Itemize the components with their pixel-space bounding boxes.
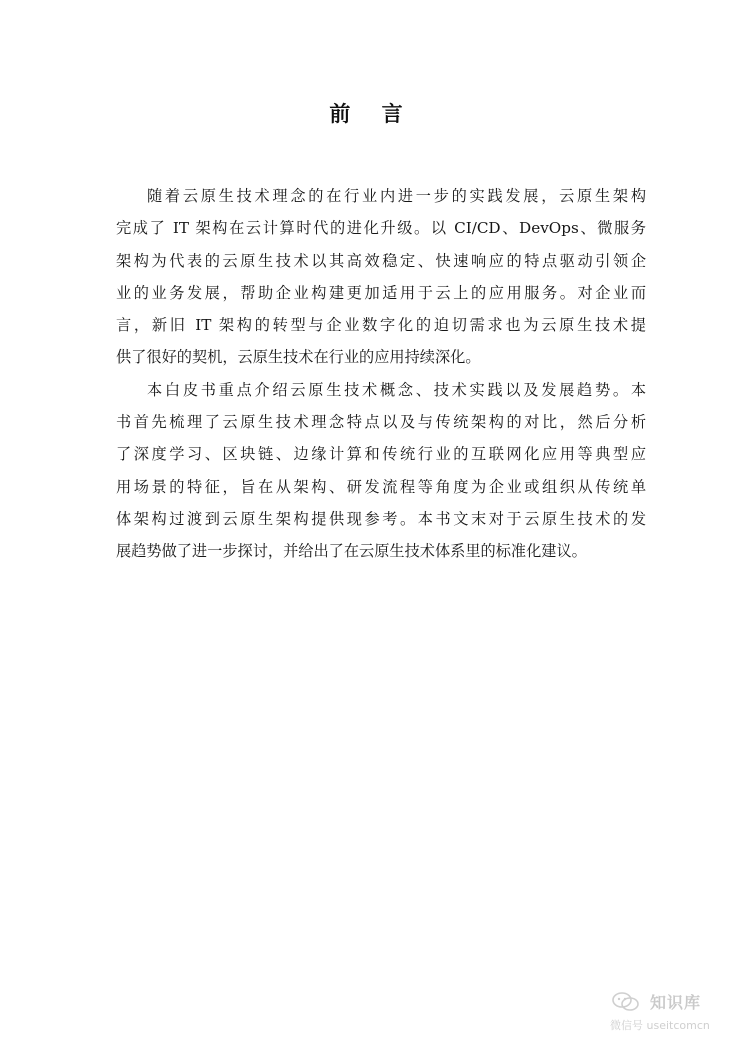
text-line: 了深度学习、区块链、边缘计算和传统行业的互联网化应用等典型应 — [116, 445, 646, 464]
text-line: 本白皮书重点介绍云原生技术概念、技术实践以及发展趋势。本 — [147, 380, 646, 399]
text-line: 展趋势做了进一步探讨，并给出了在云原生技术体系里的标准化建议。 — [116, 542, 587, 561]
paragraph-2 — [116, 374, 646, 568]
text-line: 完成了 IT 架构在云计算时代的进化升级。以 CI/CD、DevOps、微服务 — [116, 219, 646, 238]
text-line: 供了很好的契机，云原生技术在行业的应用持续深化。 — [116, 348, 481, 367]
page-title: 前 言 — [329, 101, 415, 126]
body-text — [116, 180, 646, 568]
watermark-sub: 微信号 useitcomcn — [610, 1019, 710, 1032]
wechat-icon — [612, 992, 640, 1012]
text-line: 架构为代表的云原生技术以其高效稳定、快速响应的特点驱动引领企 — [116, 251, 646, 270]
watermark-name: 知识库 — [650, 993, 702, 1012]
text-line: 言，新旧 IT 架构的转型与企业数字化的迫切需求也为云原生技术提 — [116, 316, 646, 335]
text-line: 书首先梳理了云原生技术理念特点以及与传统架构的对比，然后分析 — [116, 413, 646, 432]
paragraph-1 — [116, 180, 646, 374]
text-line: 业的业务发展，帮助企业构建更加适用于云上的应用服务。对企业而 — [116, 283, 646, 302]
text-line: 体架构过渡到云原生架构提供现参考。本书文末对于云原生技术的发 — [116, 509, 646, 528]
text-line: 用场景的特征，旨在从架构、研发流程等角度为企业或组织从传统单 — [116, 477, 646, 496]
watermark — [610, 990, 730, 1038]
text-line: 随着云原生技术理念的在行业内进一步的实践发展，云原生架构 — [147, 187, 646, 205]
